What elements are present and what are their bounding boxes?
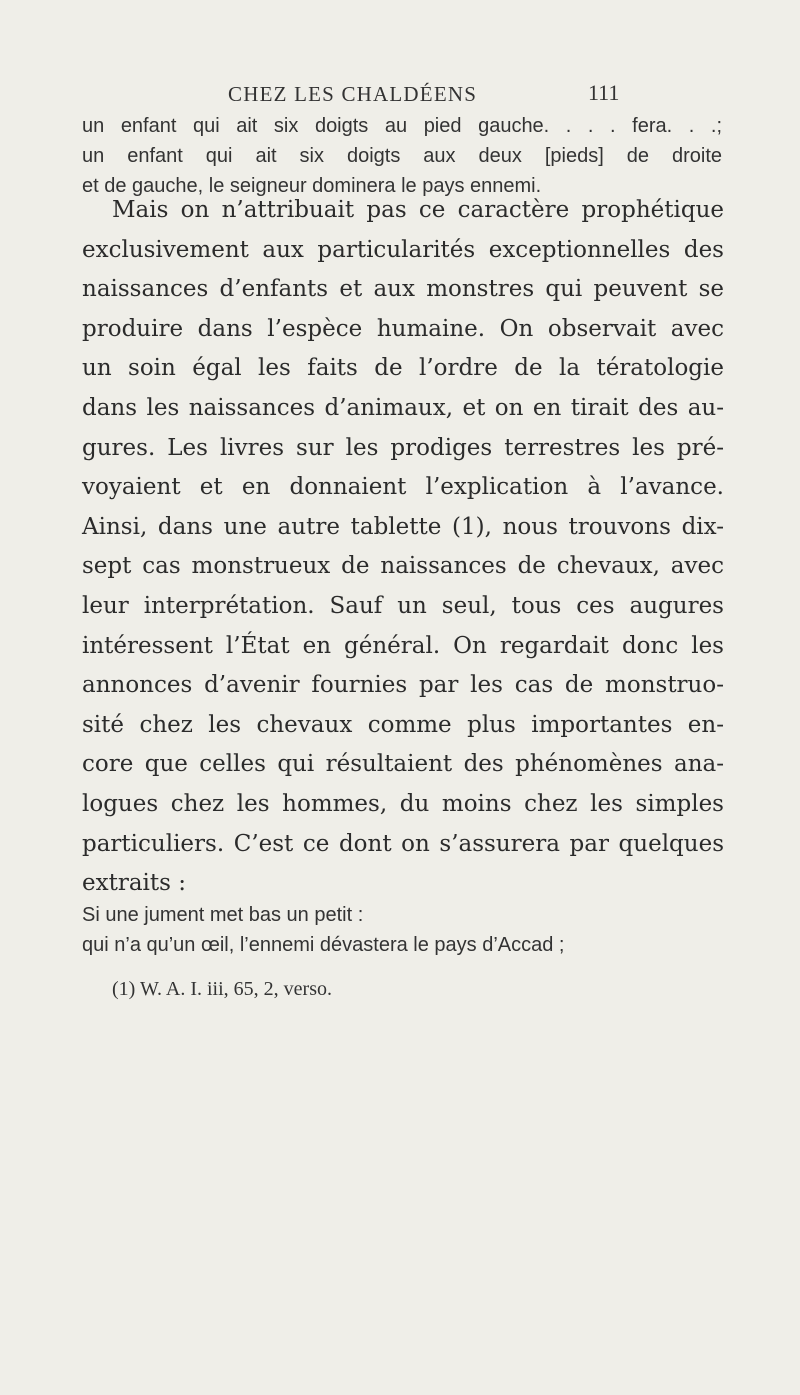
paragraph-line: leur interprétation. Sauf un seul, tous ces augures (82, 592, 724, 619)
quote-line: Si une jument met bas un petit : (82, 904, 364, 926)
paragraph-line: intéressent l’État en général. On regardait donc les (82, 632, 724, 659)
paragraph-line: un soin égal les faits de l’ordre de la tératologie (82, 355, 724, 382)
paragraph-line: Ainsi, dans une autre tablette (1), nous trouvons dix- (82, 513, 724, 540)
paragraph-line: sept cas monstrueux de naissances de chevaux, avec (82, 553, 724, 580)
footnote-text: (1) W. A. I. iii, 65, 2, verso. (112, 978, 332, 1000)
page-number: 111 (588, 80, 620, 105)
quote-line: un enfant qui ait six doigts au pied gauche. . . . fera. . .; (82, 115, 722, 137)
paragraph-line: exclusivement aux particularités exceptionnelles des (82, 236, 724, 263)
paragraph-line: extraits : (82, 870, 186, 897)
footnote (112, 975, 672, 1003)
paragraph-line: core que celles qui résultaient des phénomènes ana- (82, 751, 724, 778)
quote-line: qui n’a qu’un œil, l’ennemi dévastera le pays d’Accad ; (82, 934, 565, 956)
running-title: CHEZ LES CHALDÉENS (228, 82, 478, 106)
paragraph-line: dans les naissances d’animaux, et on en tirait des au- (82, 394, 724, 421)
quote-line: un enfant qui ait six doigts aux deux [pieds] de droite (82, 145, 722, 167)
intro-quote (82, 111, 722, 201)
paragraph-line: sité chez les chevaux comme plus importantes en- (82, 711, 724, 738)
paragraph-line: Mais on n’attribuait pas ce caractère prophétique (112, 197, 724, 223)
paragraph-line: annonces d’avenir fournies par les cas de monstruo- (82, 672, 724, 699)
paragraph-line: produire dans l’espèce humaine. On observait avec (82, 315, 724, 342)
running-head (0, 82, 800, 112)
main-paragraph (82, 191, 724, 904)
quote-line: et de gauche, le seigneur dominera le pays ennemi. (82, 175, 542, 197)
paragraph-line: particuliers. C’est ce dont on s’assurera par quelques (82, 830, 724, 857)
paragraph-line: naissances d’enfants et aux monstres qui peuvent se (82, 276, 724, 303)
paragraph-line: logues chez les hommes, du moins chez les simples (82, 790, 724, 817)
closing-quote (82, 900, 722, 960)
paragraph-line: voyaient et en donnaient l’explication à l’avance. (82, 474, 724, 501)
paragraph-line: gures. Les livres sur les prodiges terrestres les pré- (82, 434, 724, 461)
